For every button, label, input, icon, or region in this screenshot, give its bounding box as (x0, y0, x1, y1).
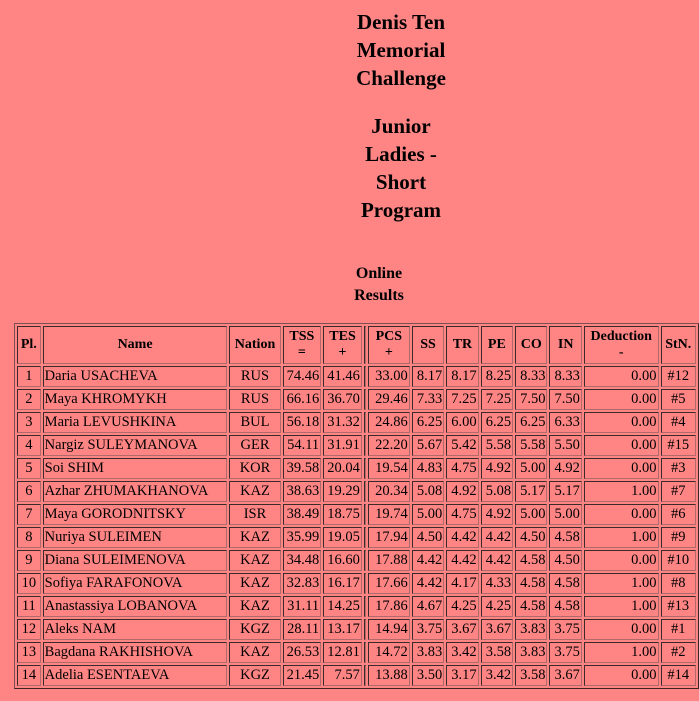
cell-start-number: #15 (661, 435, 696, 456)
cell-tss: 39.58 (283, 458, 322, 479)
cell-tes: 18.75 (323, 504, 362, 525)
cell-co: 3.83 (515, 642, 547, 663)
cell-pcs: 24.86 (368, 412, 410, 433)
table-row (17, 619, 696, 640)
cell-tes: 31.32 (323, 412, 362, 433)
cell-deduction: 0.00 (584, 458, 659, 479)
cell-deduction: 0.00 (584, 504, 659, 525)
cell-in: 4.58 (549, 596, 581, 617)
cell-tes: 7.57 (323, 665, 362, 686)
cell-ss: 8.17 (412, 366, 444, 387)
cell-pcs: 22.20 (368, 435, 410, 456)
table-row (17, 504, 696, 525)
results-heading-line2: Results (354, 287, 404, 304)
cell-name[interactable]: Maria LEVUSHKINA (43, 412, 228, 433)
cell-nation: RUS (229, 389, 280, 410)
cell-co: 5.17 (515, 481, 547, 502)
cell-tes: 20.04 (323, 458, 362, 479)
cell-tss: 66.16 (283, 389, 322, 410)
cell-place: 14 (17, 665, 41, 686)
cell-deduction: 1.00 (584, 642, 659, 663)
cell-ss: 7.33 (412, 389, 444, 410)
cell-co: 5.58 (515, 435, 547, 456)
cell-spacer (364, 596, 366, 617)
cell-pe: 7.25 (481, 389, 513, 410)
cell-ss: 3.83 (412, 642, 444, 663)
cell-deduction: 0.00 (584, 389, 659, 410)
cell-start-number: #7 (661, 481, 696, 502)
cell-place: 9 (17, 550, 41, 571)
cell-place: 3 (17, 412, 41, 433)
cell-spacer (364, 573, 366, 594)
cell-start-number: #4 (661, 412, 696, 433)
cell-start-number: #5 (661, 389, 696, 410)
cell-name[interactable]: Sofiya FARAFONOVA (43, 573, 228, 594)
cell-in: 6.33 (549, 412, 581, 433)
cell-in: 4.58 (549, 573, 581, 594)
cell-tr: 4.25 (446, 596, 478, 617)
cell-pe: 6.25 (481, 412, 513, 433)
cell-tr: 4.42 (446, 550, 478, 571)
cell-name[interactable]: Adelia ESENTAEVA (43, 665, 228, 686)
cell-spacer (364, 665, 366, 686)
header-tr: TR (446, 326, 478, 364)
table-row (17, 412, 696, 433)
cell-ss: 4.83 (412, 458, 444, 479)
cell-ss: 3.50 (412, 665, 444, 686)
cell-spacer (364, 550, 366, 571)
cell-start-number: #8 (661, 573, 696, 594)
cell-pcs: 13.88 (368, 665, 410, 686)
cell-in: 5.00 (549, 504, 581, 525)
cell-name[interactable]: Azhar ZHUMAKHANOVA (43, 481, 228, 502)
cell-start-number: #6 (661, 504, 696, 525)
cell-tr: 4.75 (446, 504, 478, 525)
cell-co: 3.83 (515, 619, 547, 640)
cell-co: 4.58 (515, 573, 547, 594)
competition-title-line3: Challenge (356, 66, 446, 90)
header-ss: SS (412, 326, 444, 364)
cell-pe: 4.92 (481, 458, 513, 479)
cell-deduction: 0.00 (584, 366, 659, 387)
event-title-line3: Short (375, 170, 427, 194)
cell-pe: 3.58 (481, 642, 513, 663)
cell-tes: 12.81 (323, 642, 362, 663)
cell-co: 4.50 (515, 527, 547, 548)
cell-spacer (364, 435, 366, 456)
cell-ss: 5.00 (412, 504, 444, 525)
table-row (17, 550, 696, 571)
cell-place: 12 (17, 619, 41, 640)
table-row (17, 481, 696, 502)
cell-co: 4.58 (515, 550, 547, 571)
cell-name[interactable]: Maya KHROMYKH (43, 389, 228, 410)
cell-place: 4 (17, 435, 41, 456)
cell-pe: 4.42 (481, 550, 513, 571)
cell-deduction: 0.00 (584, 550, 659, 571)
header-tes: TES + (323, 326, 362, 364)
cell-tr: 6.00 (446, 412, 478, 433)
table-row (17, 527, 696, 548)
cell-tes: 19.29 (323, 481, 362, 502)
cell-start-number: #14 (661, 665, 696, 686)
cell-name[interactable]: Nargiz SULEYMANOVA (43, 435, 228, 456)
cell-pe: 4.92 (481, 504, 513, 525)
cell-deduction: 0.00 (584, 412, 659, 433)
cell-start-number: #2 (661, 642, 696, 663)
cell-tr: 3.17 (446, 665, 478, 686)
cell-pcs: 19.54 (368, 458, 410, 479)
table-row (17, 573, 696, 594)
cell-start-number: #1 (661, 619, 696, 640)
cell-deduction: 1.00 (584, 573, 659, 594)
cell-tss: 74.46 (283, 366, 322, 387)
results-heading-line1: Online (355, 265, 403, 282)
cell-in: 3.75 (549, 619, 581, 640)
cell-tss: 38.63 (283, 481, 322, 502)
cell-tss: 26.53 (283, 642, 322, 663)
cell-spacer (364, 504, 366, 525)
cell-nation: ISR (229, 504, 280, 525)
cell-tss: 34.48 (283, 550, 322, 571)
cell-name[interactable]: Aleks NAM (43, 619, 228, 640)
cell-co: 4.58 (515, 596, 547, 617)
cell-pcs: 17.94 (368, 527, 410, 548)
cell-in: 3.67 (549, 665, 581, 686)
cell-tes: 16.60 (323, 550, 362, 571)
cell-co: 5.00 (515, 504, 547, 525)
cell-place: 1 (17, 366, 41, 387)
cell-pcs: 20.34 (368, 481, 410, 502)
cell-deduction: 0.00 (584, 619, 659, 640)
cell-in: 8.33 (549, 366, 581, 387)
cell-tss: 54.11 (283, 435, 322, 456)
cell-tss: 38.49 (283, 504, 322, 525)
cell-co: 7.50 (515, 389, 547, 410)
header-nation: Nation (229, 326, 280, 364)
header-name: Name (43, 326, 228, 364)
cell-tes: 19.05 (323, 527, 362, 548)
cell-nation: KGZ (229, 665, 280, 686)
header-start-number: StN. (661, 326, 696, 364)
header-place: Pl. (17, 326, 41, 364)
cell-nation: KAZ (229, 642, 280, 663)
cell-spacer (364, 481, 366, 502)
cell-place: 2 (17, 389, 41, 410)
cell-pe: 4.42 (481, 527, 513, 548)
competition-title-line2: Memorial (356, 38, 446, 62)
header-co: CO (515, 326, 547, 364)
table-row (17, 366, 696, 387)
cell-tss: 28.11 (283, 619, 322, 640)
cell-name[interactable]: Maya GORODNITSKY (43, 504, 228, 525)
cell-tr: 4.75 (446, 458, 478, 479)
cell-tes: 14.25 (323, 596, 362, 617)
cell-tss: 21.45 (283, 665, 322, 686)
cell-nation: KAZ (229, 596, 280, 617)
event-title (320, 112, 482, 224)
cell-ss: 4.67 (412, 596, 444, 617)
cell-nation: KAZ (229, 550, 280, 571)
event-title-line2: Ladies - (365, 142, 437, 166)
cell-tss: 56.18 (283, 412, 322, 433)
cell-pcs: 33.00 (368, 366, 410, 387)
cell-in: 4.92 (549, 458, 581, 479)
cell-pe: 5.58 (481, 435, 513, 456)
cell-tr: 5.42 (446, 435, 478, 456)
cell-pcs: 14.94 (368, 619, 410, 640)
cell-deduction: 1.00 (584, 527, 659, 548)
cell-nation: KOR (229, 458, 280, 479)
cell-tr: 7.25 (446, 389, 478, 410)
cell-tss: 31.11 (283, 596, 322, 617)
cell-name[interactable]: Nuriya SULEIMEN (43, 527, 228, 548)
cell-place: 6 (17, 481, 41, 502)
cell-pcs: 29.46 (368, 389, 410, 410)
cell-name[interactable]: Soi SHIM (43, 458, 228, 479)
cell-spacer (364, 619, 366, 640)
cell-spacer (364, 389, 366, 410)
cell-nation: RUS (229, 366, 280, 387)
table-row (17, 458, 696, 479)
cell-in: 4.50 (549, 550, 581, 571)
cell-deduction: 0.00 (584, 435, 659, 456)
cell-ss: 6.25 (412, 412, 444, 433)
table-row (17, 435, 696, 456)
cell-spacer (364, 527, 366, 548)
header-row (17, 326, 696, 364)
cell-tes: 41.46 (323, 366, 362, 387)
cell-tr: 4.17 (446, 573, 478, 594)
header-tss: TSS = (283, 326, 322, 364)
cell-ss: 4.50 (412, 527, 444, 548)
cell-co: 5.00 (515, 458, 547, 479)
cell-in: 7.50 (549, 389, 581, 410)
cell-pe: 3.42 (481, 665, 513, 686)
cell-start-number: #3 (661, 458, 696, 479)
cell-ss: 4.42 (412, 573, 444, 594)
cell-spacer (364, 366, 366, 387)
cell-tes: 36.70 (323, 389, 362, 410)
cell-tss: 35.99 (283, 527, 322, 548)
cell-deduction: 0.00 (584, 665, 659, 686)
cell-tr: 3.42 (446, 642, 478, 663)
cell-name[interactable]: Anastassiya LOBANOVA (43, 596, 228, 617)
results-heading (330, 263, 428, 307)
cell-tes: 13.17 (323, 619, 362, 640)
cell-name[interactable]: Daria USACHEVA (43, 366, 228, 387)
cell-co: 8.33 (515, 366, 547, 387)
table-row (17, 596, 696, 617)
cell-nation: KAZ (229, 527, 280, 548)
cell-start-number: #13 (661, 596, 696, 617)
cell-tr: 4.42 (446, 527, 478, 548)
results-table-wrapper (14, 323, 699, 689)
cell-name[interactable]: Diana SULEIMENOVA (43, 550, 228, 571)
cell-ss: 5.67 (412, 435, 444, 456)
cell-tr: 3.67 (446, 619, 478, 640)
cell-place: 10 (17, 573, 41, 594)
header-pe: PE (481, 326, 513, 364)
cell-co: 3.58 (515, 665, 547, 686)
event-title-line1: Junior (371, 114, 431, 138)
cell-in: 5.17 (549, 481, 581, 502)
cell-pcs: 19.74 (368, 504, 410, 525)
cell-pcs: 17.88 (368, 550, 410, 571)
cell-nation: GER (229, 435, 280, 456)
cell-co: 6.25 (515, 412, 547, 433)
cell-spacer (364, 642, 366, 663)
cell-ss: 5.08 (412, 481, 444, 502)
cell-pe: 8.25 (481, 366, 513, 387)
cell-place: 5 (17, 458, 41, 479)
cell-name[interactable]: Bagdana RAKHISHOVA (43, 642, 228, 663)
cell-ss: 4.42 (412, 550, 444, 571)
cell-place: 11 (17, 596, 41, 617)
header-pcs: PCS + (368, 326, 410, 364)
event-title-line4: Program (360, 198, 442, 222)
cell-pe: 5.08 (481, 481, 513, 502)
cell-nation: BUL (229, 412, 280, 433)
cell-place: 13 (17, 642, 41, 663)
cell-pcs: 17.86 (368, 596, 410, 617)
cell-tr: 4.92 (446, 481, 478, 502)
cell-place: 7 (17, 504, 41, 525)
header-deduction: Deduction - (584, 326, 659, 364)
cell-tr: 8.17 (446, 366, 478, 387)
cell-tss: 32.83 (283, 573, 322, 594)
cell-nation: KAZ (229, 573, 280, 594)
cell-nation: KGZ (229, 619, 280, 640)
cell-in: 5.50 (549, 435, 581, 456)
cell-place: 8 (17, 527, 41, 548)
results-table (14, 323, 699, 689)
cell-in: 4.58 (549, 527, 581, 548)
cell-tes: 16.17 (323, 573, 362, 594)
cell-start-number: #10 (661, 550, 696, 571)
cell-spacer (364, 412, 366, 433)
cell-deduction: 1.00 (584, 596, 659, 617)
cell-spacer (364, 458, 366, 479)
cell-nation: KAZ (229, 481, 280, 502)
cell-in: 3.75 (549, 642, 581, 663)
cell-pe: 3.67 (481, 619, 513, 640)
table-row (17, 389, 696, 410)
table-row (17, 642, 696, 663)
header-in: IN (549, 326, 581, 364)
competition-title (320, 8, 482, 92)
cell-pcs: 14.72 (368, 642, 410, 663)
cell-pcs: 17.66 (368, 573, 410, 594)
cell-deduction: 1.00 (584, 481, 659, 502)
cell-pe: 4.33 (481, 573, 513, 594)
cell-ss: 3.75 (412, 619, 444, 640)
cell-tes: 31.91 (323, 435, 362, 456)
cell-start-number: #12 (661, 366, 696, 387)
cell-start-number: #9 (661, 527, 696, 548)
table-row (17, 665, 696, 686)
competition-title-line1: Denis Ten (356, 10, 446, 34)
header-spacer (364, 326, 366, 364)
cell-pe: 4.25 (481, 596, 513, 617)
